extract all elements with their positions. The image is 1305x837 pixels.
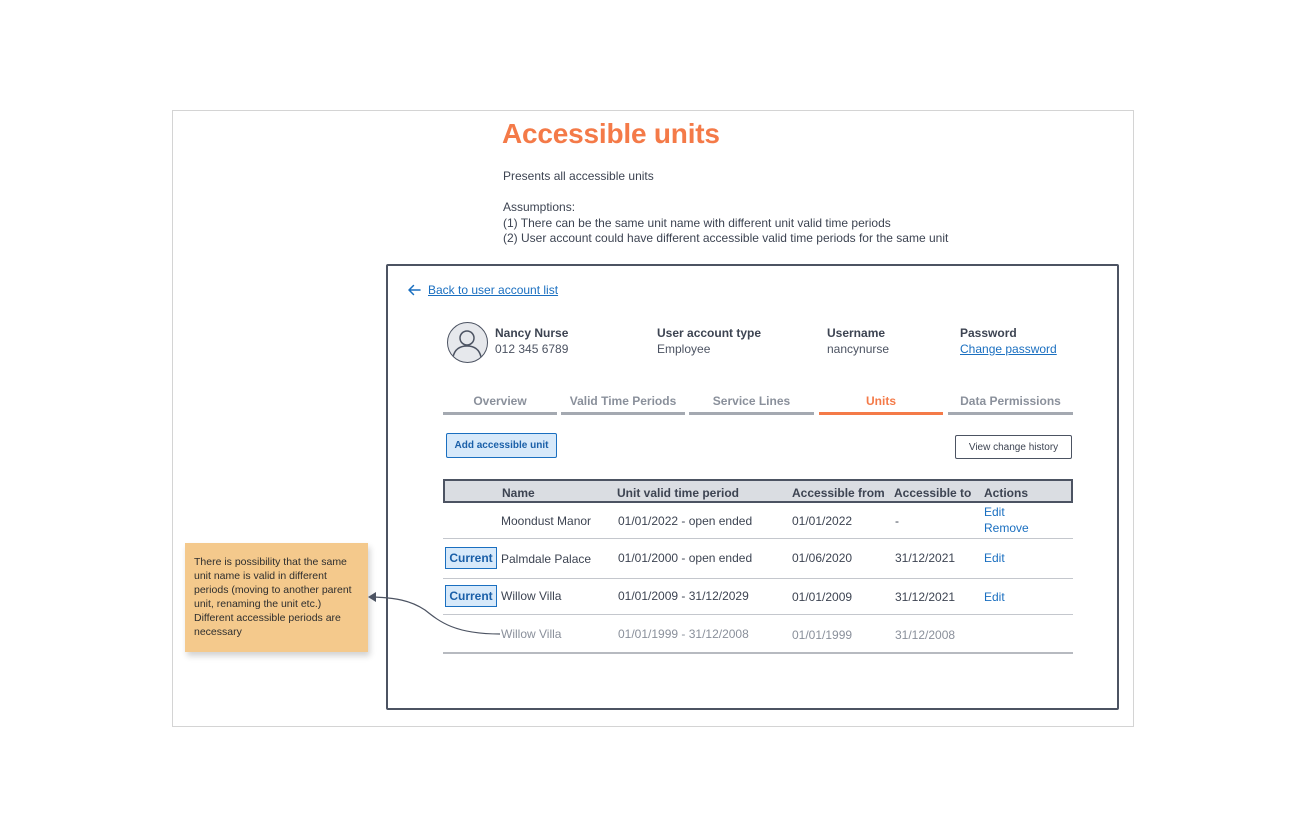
- column-header-to: Accessible to: [894, 486, 972, 500]
- assumption-item: (1) There can be the same unit name with different unit valid time periods: [503, 215, 891, 230]
- unit-name: Moondust Manor: [501, 514, 592, 528]
- accessible-to: 31/12/2021: [895, 590, 956, 604]
- avatar: [447, 322, 488, 363]
- accessible-from: 01/01/2009: [792, 590, 853, 604]
- sticky-note: There is possibility that the same unit name is valid in different periods (moving to another parent unit, renaming the unit etc.) Different accessible periods are necessary: [185, 543, 368, 652]
- username-block: [827, 325, 889, 357]
- row-divider: [443, 578, 1073, 579]
- unit-valid-period: 01/01/2009 - 31/12/2029: [618, 589, 749, 603]
- column-header-actions: Actions: [984, 486, 1029, 500]
- current-badge: Current: [445, 585, 497, 607]
- assumption-item: (2) User account could have different accessible valid time periods for the same unit: [503, 231, 949, 245]
- accessible-from: 01/01/2022: [792, 514, 853, 528]
- add-accessible-unit-button[interactable]: Add accessible unit: [446, 433, 557, 458]
- table-header: [443, 479, 1073, 503]
- unit-name: Willow Villa: [501, 627, 562, 641]
- user-name-block: [495, 325, 568, 357]
- assumptions-heading: Assumptions:: [503, 200, 576, 214]
- unit-valid-period: 01/01/2022 - open ended: [618, 514, 753, 528]
- arrow-left-icon: [406, 282, 422, 298]
- back-link-label: Back to user account list: [428, 283, 559, 297]
- unit-name: Willow Villa: [501, 589, 562, 603]
- row-divider: [443, 614, 1073, 615]
- tab-data-permissions[interactable]: Data Permissions: [948, 394, 1073, 415]
- accessible-from: 01/01/1999: [792, 628, 853, 642]
- change-password-link[interactable]: Change password: [960, 342, 1057, 356]
- page-description: Presents all accessible units: [503, 169, 654, 183]
- account-type-label: User account type: [657, 326, 762, 340]
- account-type-value: Employee: [657, 342, 711, 356]
- column-header-period: Unit valid time period: [617, 486, 740, 500]
- view-change-history-button[interactable]: View change history: [955, 435, 1072, 459]
- tab-overview[interactable]: Overview: [443, 394, 557, 415]
- accessible-to: 31/12/2021: [895, 551, 956, 565]
- tab-service-lines[interactable]: Service Lines: [689, 394, 814, 415]
- tab-valid-time-periods[interactable]: Valid Time Periods: [561, 394, 685, 415]
- column-header-from: Accessible from: [792, 486, 885, 500]
- current-badge: Current: [445, 547, 497, 569]
- accessible-to: -: [895, 514, 899, 528]
- edit-link[interactable]: Edit: [984, 590, 1005, 604]
- user-name: Nancy Nurse: [495, 326, 569, 340]
- row-divider: [443, 538, 1073, 539]
- table-bottom-border: [443, 652, 1073, 654]
- remove-link[interactable]: Remove: [984, 521, 1029, 535]
- accessible-to: 31/12/2008: [895, 628, 956, 642]
- back-link[interactable]: [406, 282, 558, 298]
- unit-valid-period: 01/01/2000 - open ended: [618, 551, 753, 565]
- user-icon: [448, 323, 486, 361]
- username-value: nancynurse: [827, 342, 890, 356]
- account-type-block: [657, 325, 761, 357]
- edit-link[interactable]: Edit: [984, 505, 1005, 519]
- accessible-from: 01/06/2020: [792, 551, 853, 565]
- password-block: [960, 325, 1057, 357]
- user-phone: 012 345 6789: [495, 342, 569, 356]
- username-label: Username: [827, 326, 886, 340]
- unit-name: Palmdale Palace: [501, 552, 592, 566]
- unit-valid-period: 01/01/1999 - 31/12/2008: [618, 627, 749, 641]
- page-title: Accessible units: [502, 118, 720, 149]
- edit-link[interactable]: Edit: [984, 551, 1005, 565]
- password-label: Password: [960, 326, 1017, 340]
- assumptions: [503, 200, 948, 247]
- column-header-name: Name: [502, 486, 535, 500]
- tab-units[interactable]: Units: [819, 394, 943, 415]
